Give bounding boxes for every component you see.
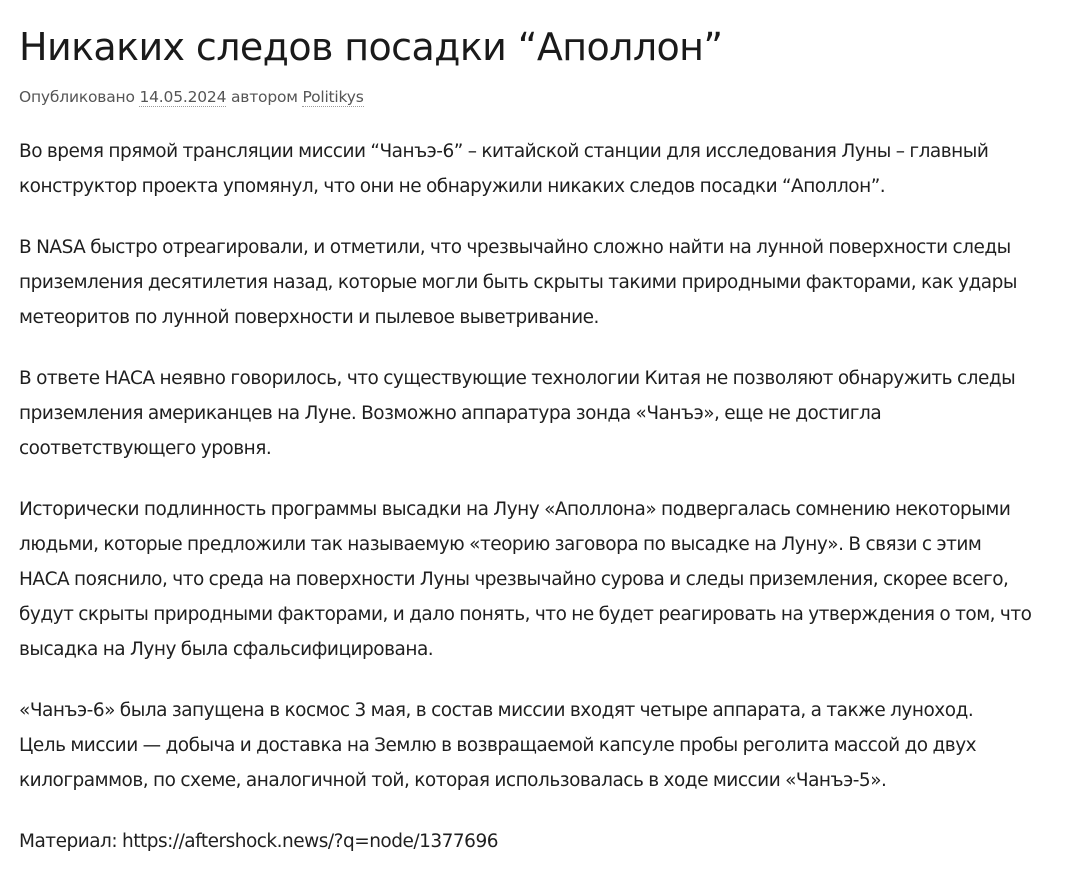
paragraph-line: НАСА пояснило, что среда на поверхности Луны чрезвычайно сурова и следы приземления, скорее всего, [19,569,1009,590]
paragraph-line: Во время прямой трансляции миссии “Чанъэ-6” – китайской станции для исследования Луны – главный [19,141,989,162]
paragraph-4 [19,492,1066,667]
article-content [19,134,1066,859]
paragraph-line: Исторически подлинность программы высадки на Луну «Аполлона» подвергалась сомнению некоторыми [19,499,1011,520]
paragraph-line: метеоритов по лунной поверхности и пылевое выветривание. [19,307,599,328]
paragraph-line: людьми, которые предложили так называемую «теорию заговора по высадке на Луну». В связи с этим [19,534,982,555]
paragraph-line: конструктор проекта упомянул, что они не обнаружили никаких следов посадки “Аполлон”. [19,176,886,197]
paragraph-line: приземления десятилетия назад, которые могли быть скрыты такими природными факторами, как удары [19,272,1017,293]
paragraph-line: соответствующего уровня. [19,438,272,459]
paragraph-line: высадка на Луну была сфальсифицирована. [19,639,434,660]
paragraph-2 [19,230,1066,335]
author-link[interactable]: Politikys [302,88,364,106]
paragraph-line: килограммов, по схеме, аналогичной той, которая использовалась в ходе миссии «Чанъэ-5». [19,770,887,791]
meta-published-prefix: Опубликовано [19,88,135,106]
source-paragraph [19,824,1066,859]
paragraph-line: приземления американцев на Луне. Возможно аппаратура зонда «Чанъэ», еще не достигла [19,403,882,424]
paragraph-5 [19,693,1066,798]
paragraph-line: Цель миссии — добыча и доставка на Землю в возвращаемой капсуле пробы реголита массой до двух [19,735,977,756]
meta-by-label: автором [230,88,298,106]
paragraph-line: «Чанъэ-6» была запущена в космос 3 мая, в состав миссии входят четыре аппарата, а также луноход. [19,700,974,721]
article-title: Никаких следов посадки “Аполлон” [19,25,723,69]
paragraph-1 [19,134,1066,204]
paragraph-line: В NASA быстро отреагировали, и отметили, что чрезвычайно сложно найти на лунной поверхности следы [19,237,1011,258]
publish-date-link[interactable]: 14.05.2024 [139,88,227,106]
source-line: Материал: https://aftershock.news/?q=node/1377696 [19,831,498,852]
paragraph-line: В ответе НАСА неявно говорилось, что существующие технологии Китая не позволяют обнаружить следы [19,368,1016,389]
paragraph-line: будут скрыты природными факторами, и дало понять, что не будет реагировать на утверждения о том, что [19,604,1032,625]
article-meta [19,86,1066,108]
paragraph-3 [19,361,1066,466]
